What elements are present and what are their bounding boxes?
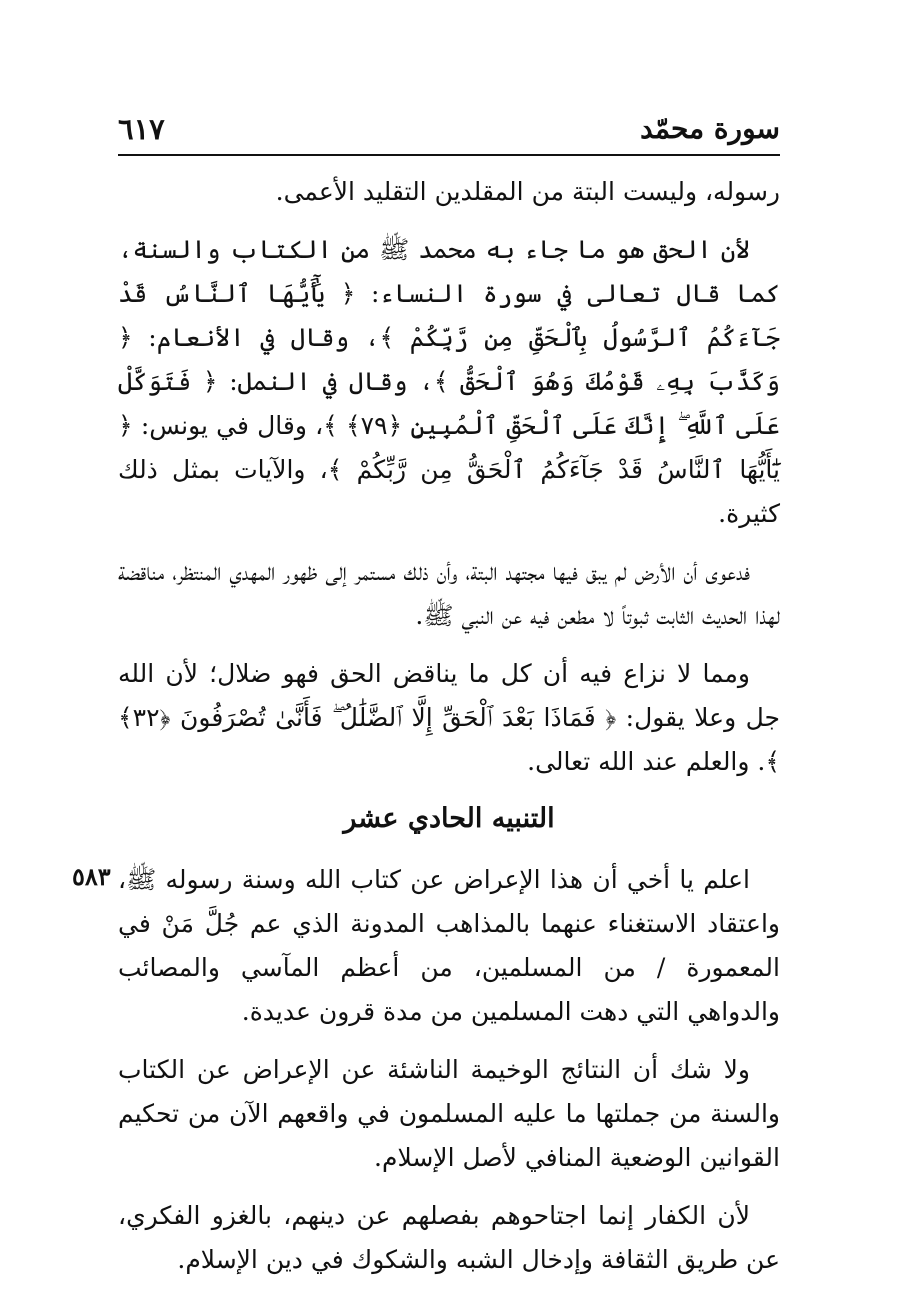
- paragraph-4: ومما لا نزاع فيه أن كل ما يناقض الحق فهو ضلال؛ لأن الله جل وعلا يقول: ﴿ فَمَاذَا بَعْدَ ٱلْحَقِّ إِلَّا ٱلضَّلَٰلُ ۖ فَأَنَّىٰ تُصْرَفُونَ ﴿٣٢﴾ ﴾. والعلم عند الله تعالى.: [118, 659, 780, 776]
- paragraph-2: لأن الحق هو ما جاء به محمد ﷺ من الكتاب والسنة، كما قال تعالى في سورة النساء: ﴿ يَٰٓأَيُّهَا ٱلنَّاسُ قَدْ جَآءَكُمُ ٱلرَّسُولُ بِٱلْحَقِّ مِن رَّبِّكُمْ ﴾، وقال في الأنعام: ﴿ وَكَذَّبَ بِهِۦ قَوْمُكَ وَهُوَ ٱلْحَقُّ ﴾، وقال في النمل: ﴿ فَتَوَكَّلْ عَلَى ٱللَّهِ ۖ إِنَّكَ عَلَى ٱلْحَقِّ ٱلْمُبِينِ ﴿٧٩﴾ ﴾، وقال في يونس: ﴿ يَٰٓأَيُّهَا ٱلنَّاسُ قَدْ جَآءَكُمُ ٱلْحَقُّ مِن رَّبِّكُمْ ﴾، والآيات بمثل ذلك كثيرة.: [118, 235, 780, 528]
- paragraph-1: رسوله، وليست البتة من المقلدين التقليد الأعمى.: [275, 177, 780, 206]
- page-number: ٦١٧: [118, 112, 165, 146]
- section-paragraph-2: ولا شك أن النتائج الوخيمة الناشئة عن الإعراض عن الكتاب والسنة من جملتها ما عليه المسلمون في واقعهم الآن من تحكيم القوانين الوضعية المنافي لأصل الإسلام.: [118, 1055, 780, 1172]
- main-content: [118, 170, 780, 1296]
- section-paragraph-3: لأن الكفار إنما اجتاحوهم بفصلهم عن دينهم، بالغزو الفكري، عن طريق الثقافة وإدخال الشبه والشكوك في دين الإسلام.: [118, 1201, 780, 1274]
- running-title: سورة محمّد: [640, 112, 780, 145]
- page-header: [118, 112, 780, 156]
- section-heading: التنبيه الحادي عشر: [343, 803, 555, 834]
- section-paragraph-1: اعلم يا أخي أن هذا الإعراض عن كتاب الله وسنة رسوله ﷺ، واعتقاد الاستغناء عنهما بالمذاهب المدونة الذي عم جُلَّ مَنْ في المعمورة / من المسلمين، من أعظم المآسي والمصائب والدواهي التي دهت المسلمين من مدة قرون عديدة.: [118, 865, 780, 1026]
- margin-marker: ٥٨٣: [72, 862, 111, 891]
- paragraph-3: فدعوى أن الأرض لم يبق فيها مجتهد البتة، وأن ذلك مستمر إلى ظهور المهدي المنتظر، مناقضة لهذا الحديث الثابت ثبوتاً لا مطعن فيه عن النبي ﷺ.: [118, 557, 780, 630]
